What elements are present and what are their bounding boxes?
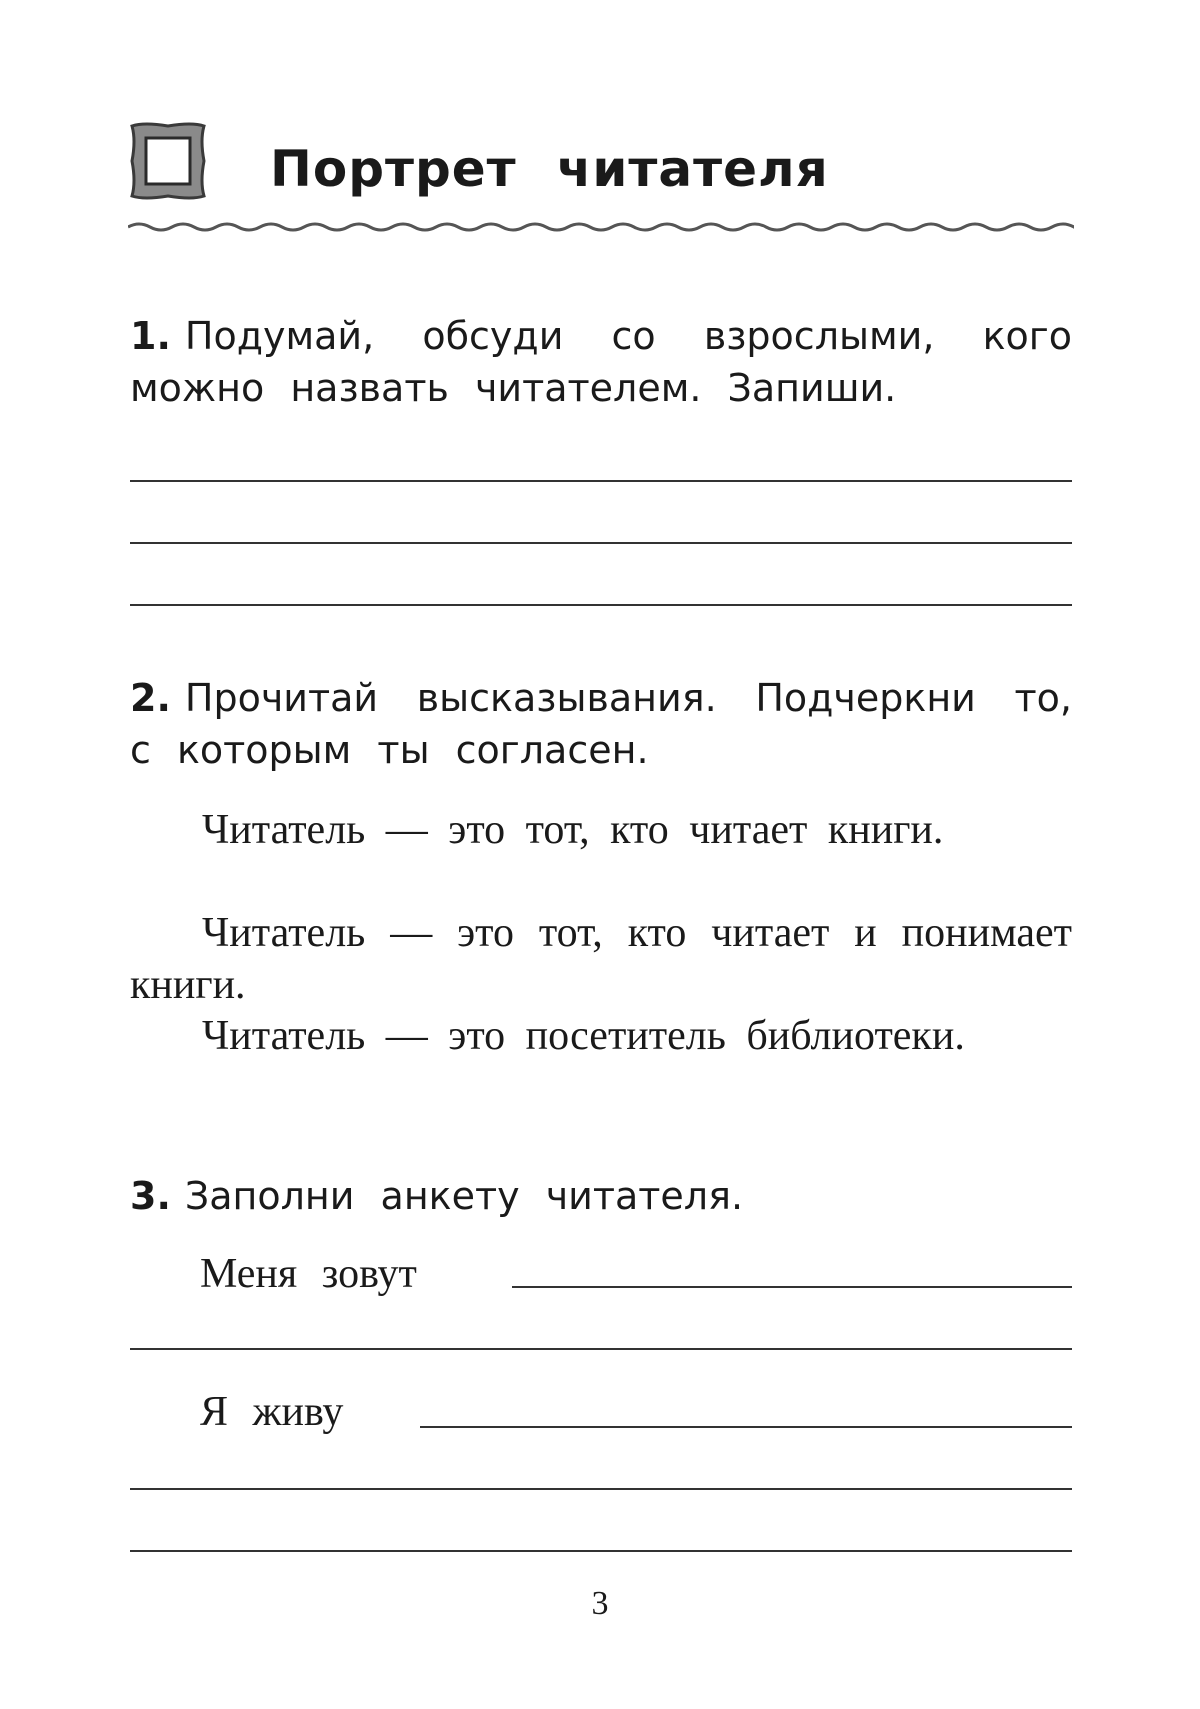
task-number: 2. <box>130 676 171 720</box>
task-text: Прочитай высказывания. Подчеркни то, с которым ты согласен. <box>130 676 1072 772</box>
wavy-divider <box>128 216 1074 238</box>
live-label: Я живу <box>200 1389 344 1435</box>
task-number: 1. <box>130 314 171 358</box>
name-label: Меня зовут <box>200 1251 417 1297</box>
task-2 <box>130 672 1072 776</box>
statement-1[interactable]: Читатель — это тот, кто читает книги. <box>202 807 944 853</box>
task-3 <box>130 1170 1072 1222</box>
page-title: Портрет читателя <box>270 140 829 198</box>
picture-frame-icon <box>128 120 208 202</box>
statement-2[interactable]: Читатель — это тот, кто читает и понимает книги. <box>130 910 1072 1008</box>
answer-line[interactable] <box>130 480 1072 482</box>
answer-line[interactable] <box>130 1550 1072 1552</box>
page-number: 3 <box>591 1585 609 1622</box>
name-field[interactable] <box>512 1286 1072 1288</box>
task-text: Заполни анкету читателя. <box>184 1174 744 1218</box>
task-1 <box>130 310 1072 414</box>
answer-line[interactable] <box>130 1348 1072 1350</box>
task-number: 3. <box>130 1174 171 1218</box>
answer-line[interactable] <box>130 604 1072 606</box>
address-field[interactable] <box>420 1426 1072 1428</box>
answer-line[interactable] <box>130 542 1072 544</box>
answer-line[interactable] <box>130 1488 1072 1490</box>
statement-3[interactable]: Читатель — это посетитель библиотеки. <box>202 1013 965 1059</box>
task-text: Подумай, обсуди со взрослыми, кого можно назвать читателем. Запиши. <box>130 314 1072 410</box>
